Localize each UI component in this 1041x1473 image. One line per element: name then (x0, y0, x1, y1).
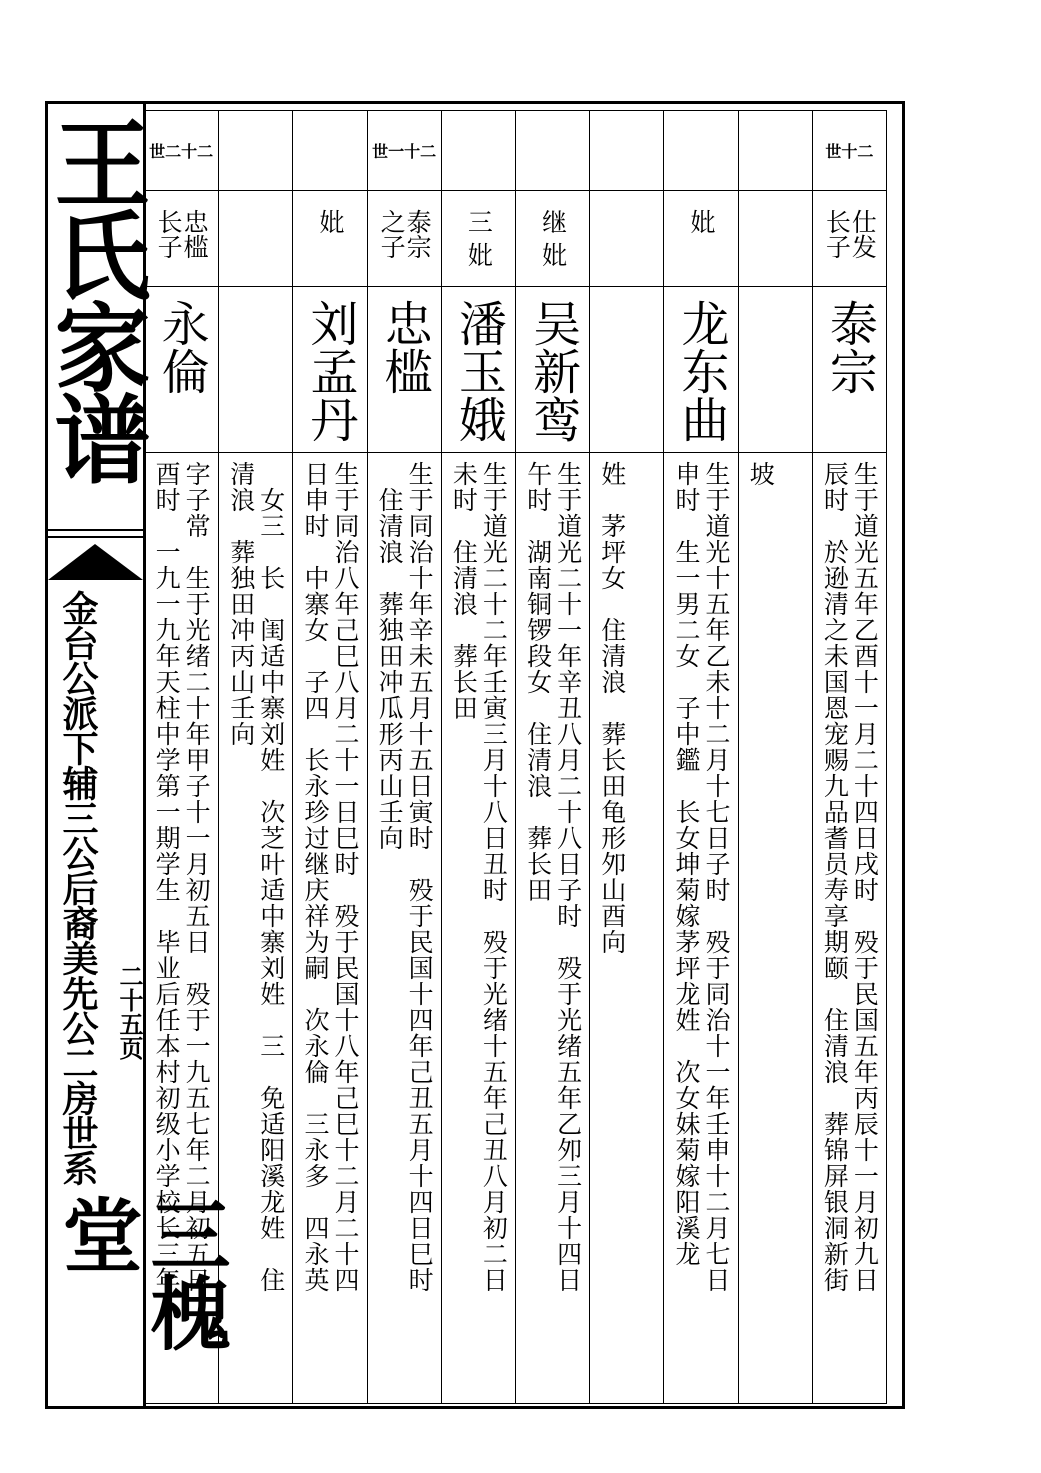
relation-cell (144, 191, 218, 287)
generation-cell: 世一十二 (368, 111, 441, 191)
relation-cell (664, 191, 737, 287)
person-name-cell (739, 287, 812, 453)
page-title: 王氏家谱 (39, 114, 152, 482)
generation-cell (516, 111, 589, 191)
genealogy-column (663, 111, 737, 1403)
generation-cell (590, 111, 663, 191)
relation-cell (813, 191, 886, 287)
generation-cell (293, 111, 366, 191)
biography-cell-text: 生于道光二十一年辛丑八月二十八日子时 殁于光绪五年乙夘三月十四日 午时 湖南铜锣段女 住清浪 葬长田 (523, 461, 583, 1293)
genealogy-column (441, 111, 515, 1403)
person-name-cell-text: 龙东曲 (672, 299, 729, 443)
person-name-cell (144, 287, 218, 453)
biography-cell-text: 生于同治十年辛未五月十五日寅时 殁于民国十四年己丑五月十四日巳时 住清浪 葬独田冲瓜形丙山壬向 (375, 461, 435, 1293)
relation-cell (368, 191, 441, 287)
relation-cell (739, 191, 812, 287)
relation-cell-text: 三 妣 (464, 209, 494, 267)
title-divider (48, 529, 143, 538)
genealogy-column (812, 111, 886, 1403)
biography-cell-text: 生于道光十五年乙未十二月十七日子时 殁于同治十一年壬申十二月七日 申时 生一男二女 子中鑑 长女坤菊嫁茅坪龙姓 次女妹菊嫁阳溪龙 (671, 461, 731, 1293)
chevron-up-icon (48, 540, 143, 580)
biography-cell (368, 453, 441, 1405)
relation-cell-text: 妣 (686, 209, 716, 234)
relation-cell-text: 仕发 长子 (822, 209, 878, 259)
biography-cell (442, 453, 515, 1405)
person-name-cell-text: 永倫 (153, 299, 210, 395)
person-name-cell (664, 287, 737, 453)
biography-cell (219, 453, 292, 1405)
person-name-cell-text: 刘孟丹 (301, 299, 358, 443)
genealogy-column (292, 111, 366, 1403)
relation-cell (293, 191, 366, 287)
generation-cell: 世十二 (813, 111, 886, 191)
biography-cell-text: 生于道光五年乙酉十一月二十四日戌时 殁于民国五年丙辰十一月初九日 辰时 於逊清之未国恩宠赐九品耆员寿享期颐 住清浪 葬锦屏银洞新街 (820, 461, 880, 1293)
biography-cell (739, 453, 812, 1405)
relation-cell (442, 191, 515, 287)
relation-cell (219, 191, 292, 287)
person-name-cell (516, 287, 589, 453)
genealogy-table (143, 110, 887, 1404)
biography-cell-text: 女三 长 闺适中寨刘姓 次芝叶适中寨刘姓 三 免适阳溪龙姓 住 清浪 葬独田冲丙山壬向 (226, 461, 286, 1293)
person-name-cell (219, 287, 292, 453)
biography-cell (293, 453, 366, 1405)
relation-cell (590, 191, 663, 287)
biography-cell-text: 坡 (746, 461, 776, 487)
person-name-cell (442, 287, 515, 453)
lineage-subtitle: 金台公派下辅三公后裔美先公二房世系 (57, 590, 99, 1185)
relation-cell-text: 妣 (315, 209, 345, 234)
biography-cell-text: 生于同治八年己巳八月二十一日巳时 殁于民国十八年己巳十二月二十四 日申时 中寨女 子四 长永珍过继庆祥为嗣 次永倫 三永多 四永英 (300, 461, 360, 1293)
person-name-cell-text: 泰宗 (821, 299, 878, 395)
genealogy-column (218, 111, 292, 1403)
biography-cell (590, 453, 663, 1405)
person-name-cell (368, 287, 441, 453)
biography-cell-text: 姓 茅坪女 住清浪 葬长田龟形夘山酉向 (597, 461, 627, 955)
generation-cell (219, 111, 292, 191)
biography-cell (144, 453, 218, 1405)
person-name-cell-text: 潘玉娥 (450, 299, 507, 443)
biography-cell (813, 453, 886, 1405)
genealogy-column (144, 111, 218, 1403)
relation-cell-text: 泰宗 之子 (377, 209, 433, 259)
hall-name: 三槐堂 (49, 1194, 231, 1350)
person-name-cell (813, 287, 886, 453)
relation-cell (516, 191, 589, 287)
generation-cell: 世二十二 (144, 111, 218, 191)
genealogy-column (515, 111, 589, 1403)
relation-cell-text: 继 妣 (538, 209, 568, 267)
person-name-cell (590, 287, 663, 453)
genealogy-column (589, 111, 663, 1403)
generation-cell (739, 111, 812, 191)
biography-cell (516, 453, 589, 1405)
biography-cell-text: 生于道光二十二年壬寅三月十八日丑时 殁于光绪十五年己丑八月初二日 未时 住清浪 葬长田 (449, 461, 509, 1293)
relation-cell-text: 忠槛 长子 (154, 209, 210, 259)
person-name-cell-text: 忠槛 (376, 299, 433, 395)
page-number: 二十五页 (115, 964, 144, 1060)
person-name-cell-text: 吴新鸾 (524, 299, 581, 443)
generation-cell (664, 111, 737, 191)
person-name-cell (293, 287, 366, 453)
biography-cell-text: 字子常 生于光绪二十年甲子十一月初五日 殁于一九五七年二月初五日 酉时 一九一九年天柱中学第一期学生 毕业后任本村初级小学校长三年 (152, 461, 212, 1293)
biography-cell (664, 453, 737, 1405)
generation-cell (442, 111, 515, 191)
genealogy-column (738, 111, 812, 1403)
genealogy-page (39, 101, 905, 1409)
genealogy-column (367, 111, 441, 1403)
